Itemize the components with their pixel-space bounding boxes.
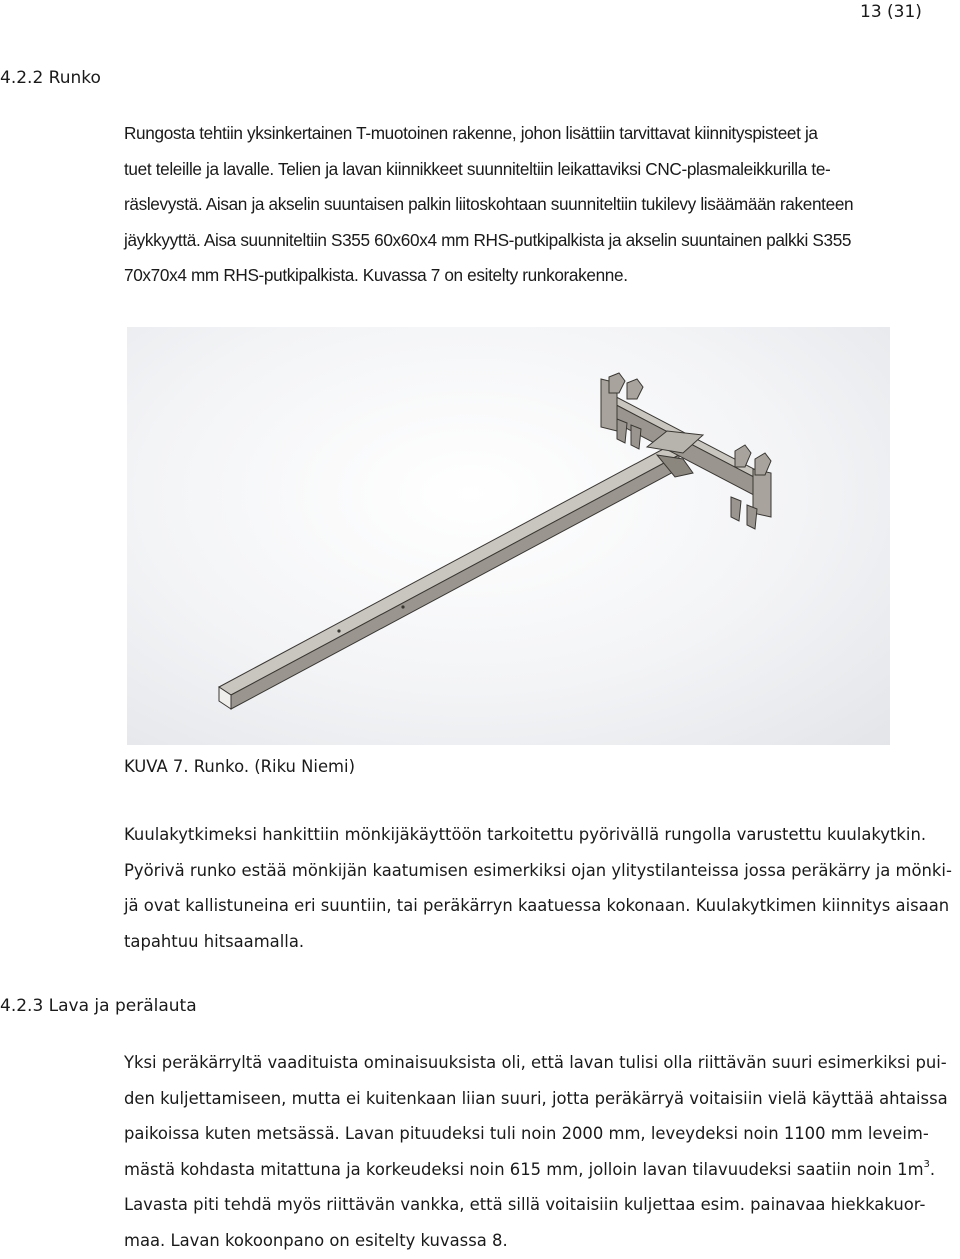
superscript-exponent: 3 (923, 1159, 930, 1171)
figure-caption: KUVA 7. Runko. (Riku Niemi) (124, 757, 355, 776)
left-lug-1 (609, 373, 625, 393)
page-number: 13 (31) (860, 2, 922, 22)
section-heading-runko: 4.2.2 Runko (0, 68, 101, 88)
text-line: Lavasta piti tehdä myös riittävän vankka, että sillä voitaisiin kuljettaa esim. painavaa hiekkakuor- (124, 1195, 926, 1215)
text-line: Pyörivä runko estää mönkijän kaatumisen esimerkiksi ojan ylitystilanteissa jossa peräkärry ja mönki- (124, 860, 952, 880)
text-line: tapahtuu hitsaamalla. (124, 931, 305, 951)
left-low-lug-1 (617, 419, 627, 443)
drawbar-top-face (219, 447, 679, 695)
text-segment: . (929, 1159, 936, 1179)
text-segment: mästä kohdasta mitattuna ja korkeudeksi noin 615 mm, jolloin lavan tilavuudeksi saatiin noin 1m (124, 1159, 924, 1179)
text-line: den kuljettamiseen, mutta ei kuitenkaan liian suuri, jotta peräkärryä voitaisiin vielä käyttää ahtaissa (124, 1088, 948, 1108)
paragraph-coupling (124, 817, 960, 959)
text-line: Rungosta tehtiin yksinkertainen T-muotoinen rakenne, johon lisättiin tarvittavat kiinnityspisteet ja (124, 123, 818, 143)
text-line: jäykkyyttä. Aisa suunniteltiin S355 60x60x4 mm RHS-putkipalkista ja akselin suuntainen palkki S355 (124, 229, 852, 250)
text-line: tuet teleille ja lavalle. Telien ja lavan kiinnikkeet suunniteltiin leikattaviksi CNC-plasmaleikkurilla te- (124, 158, 831, 179)
text-line-with-superscript (124, 1152, 960, 1188)
paragraph-runko-intro (124, 116, 960, 294)
frame-render-figure (127, 327, 890, 745)
text-line: 70x70x4 mm RHS-putkipalkista. Kuvassa 7 on esitelty runkorakenne. (124, 265, 628, 286)
t-frame-drawing (219, 373, 771, 709)
text-line: paikoissa kuten metsässä. Lavan pituudeksi tuli noin 2000 mm, leveydeksi noin 1100 mm leveim- (124, 1124, 929, 1144)
right-low-lug-2 (747, 505, 757, 529)
paragraph-lava (124, 1045, 960, 1259)
section-heading-lava: 4.2.3 Lava ja perälauta (0, 996, 197, 1016)
right-lug-1 (735, 445, 751, 467)
text-line: Yksi peräkärryltä vaadituista ominaisuuksista oli, että lavan tulisi olla riittävän suuri esimerkiksi pui- (124, 1053, 947, 1072)
right-low-lug-1 (731, 497, 741, 521)
drawbar-hole (401, 605, 404, 608)
text-line: räslevystä. Aisan ja akselin suuntaisen palkin liitoskohtaan suunniteltiin tukilevy lisäämään rakenteen (124, 194, 854, 215)
left-low-lug-2 (631, 425, 641, 449)
text-line: jä ovat kallistuneina eri suuntiin, tai peräkärryn kaatuessa kokonaan. Kuulakytkimen kiinnitys aisaan (124, 896, 950, 916)
left-lug-2 (627, 379, 643, 399)
text-line: maa. Lavan kokoonpano on esitelty kuvassa 8. (124, 1230, 508, 1250)
t-frame-illustration (127, 327, 890, 745)
drawbar-hole (337, 629, 340, 632)
right-lug-2 (755, 453, 771, 475)
drawbar-side-face (231, 455, 679, 709)
text-line: Kuulakytkimeksi hankittiin mönkijäkäyttöön tarkoitettu pyörivällä rungolla varustettu kuulakytkin. (124, 825, 927, 844)
